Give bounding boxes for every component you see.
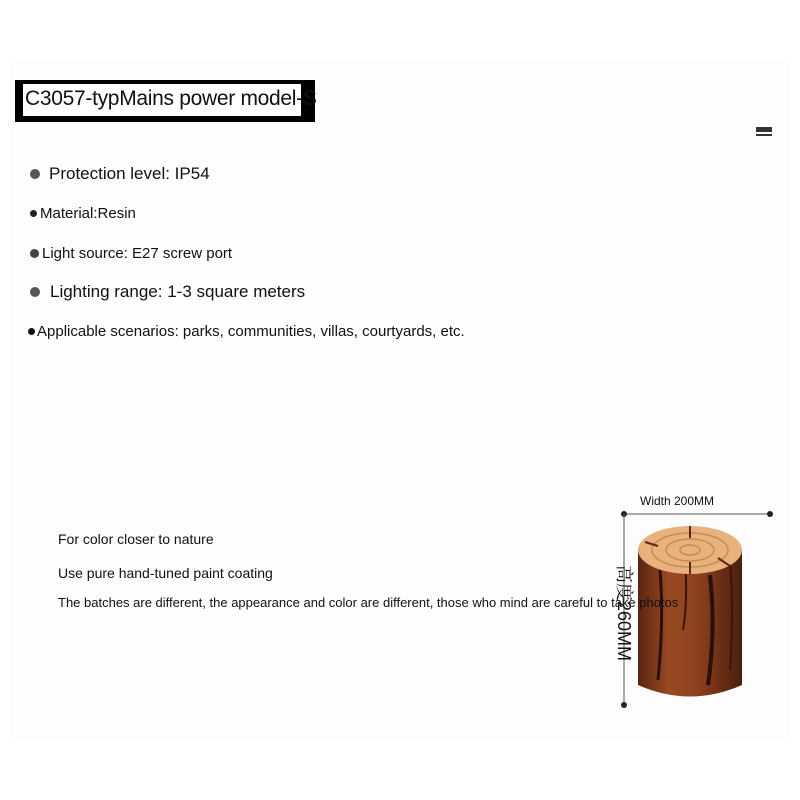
menu-icon[interactable]: [756, 127, 772, 139]
bullet-icon: [30, 287, 40, 297]
note-paint-coating: Use pure hand-tuned paint coating: [58, 565, 273, 581]
bullet-icon: [30, 169, 40, 179]
bullet-icon: [30, 249, 39, 258]
spec-protection-level: [30, 164, 210, 184]
bullet-icon: [30, 210, 37, 217]
spec-material: [30, 205, 136, 222]
bullet-icon: [28, 328, 35, 335]
note-color-nature: For color closer to nature: [58, 531, 214, 547]
spec-text: Lighting range: 1-3 square meters: [50, 282, 306, 301]
spec-text: Light source: E27 screw port: [42, 245, 233, 262]
spec-applicable-scenarios: [28, 323, 465, 340]
spec-light-source: [30, 245, 232, 262]
spec-text: Material:Resin: [40, 205, 136, 222]
note-batch-difference: The batches are different, the appearance and color are different, those who mind are careful to take photos: [58, 595, 679, 610]
spec-lighting-range: [30, 282, 305, 302]
spec-text: Applicable scenarios: parks, communities, villas, courtyards, etc.: [37, 323, 465, 340]
width-label: Width 200MM: [640, 494, 715, 508]
spec-text: Protection level: IP54: [49, 164, 210, 183]
product-title: C3057-typMains power model-S: [25, 87, 317, 110]
height-label: 高度260MM: [614, 564, 635, 662]
